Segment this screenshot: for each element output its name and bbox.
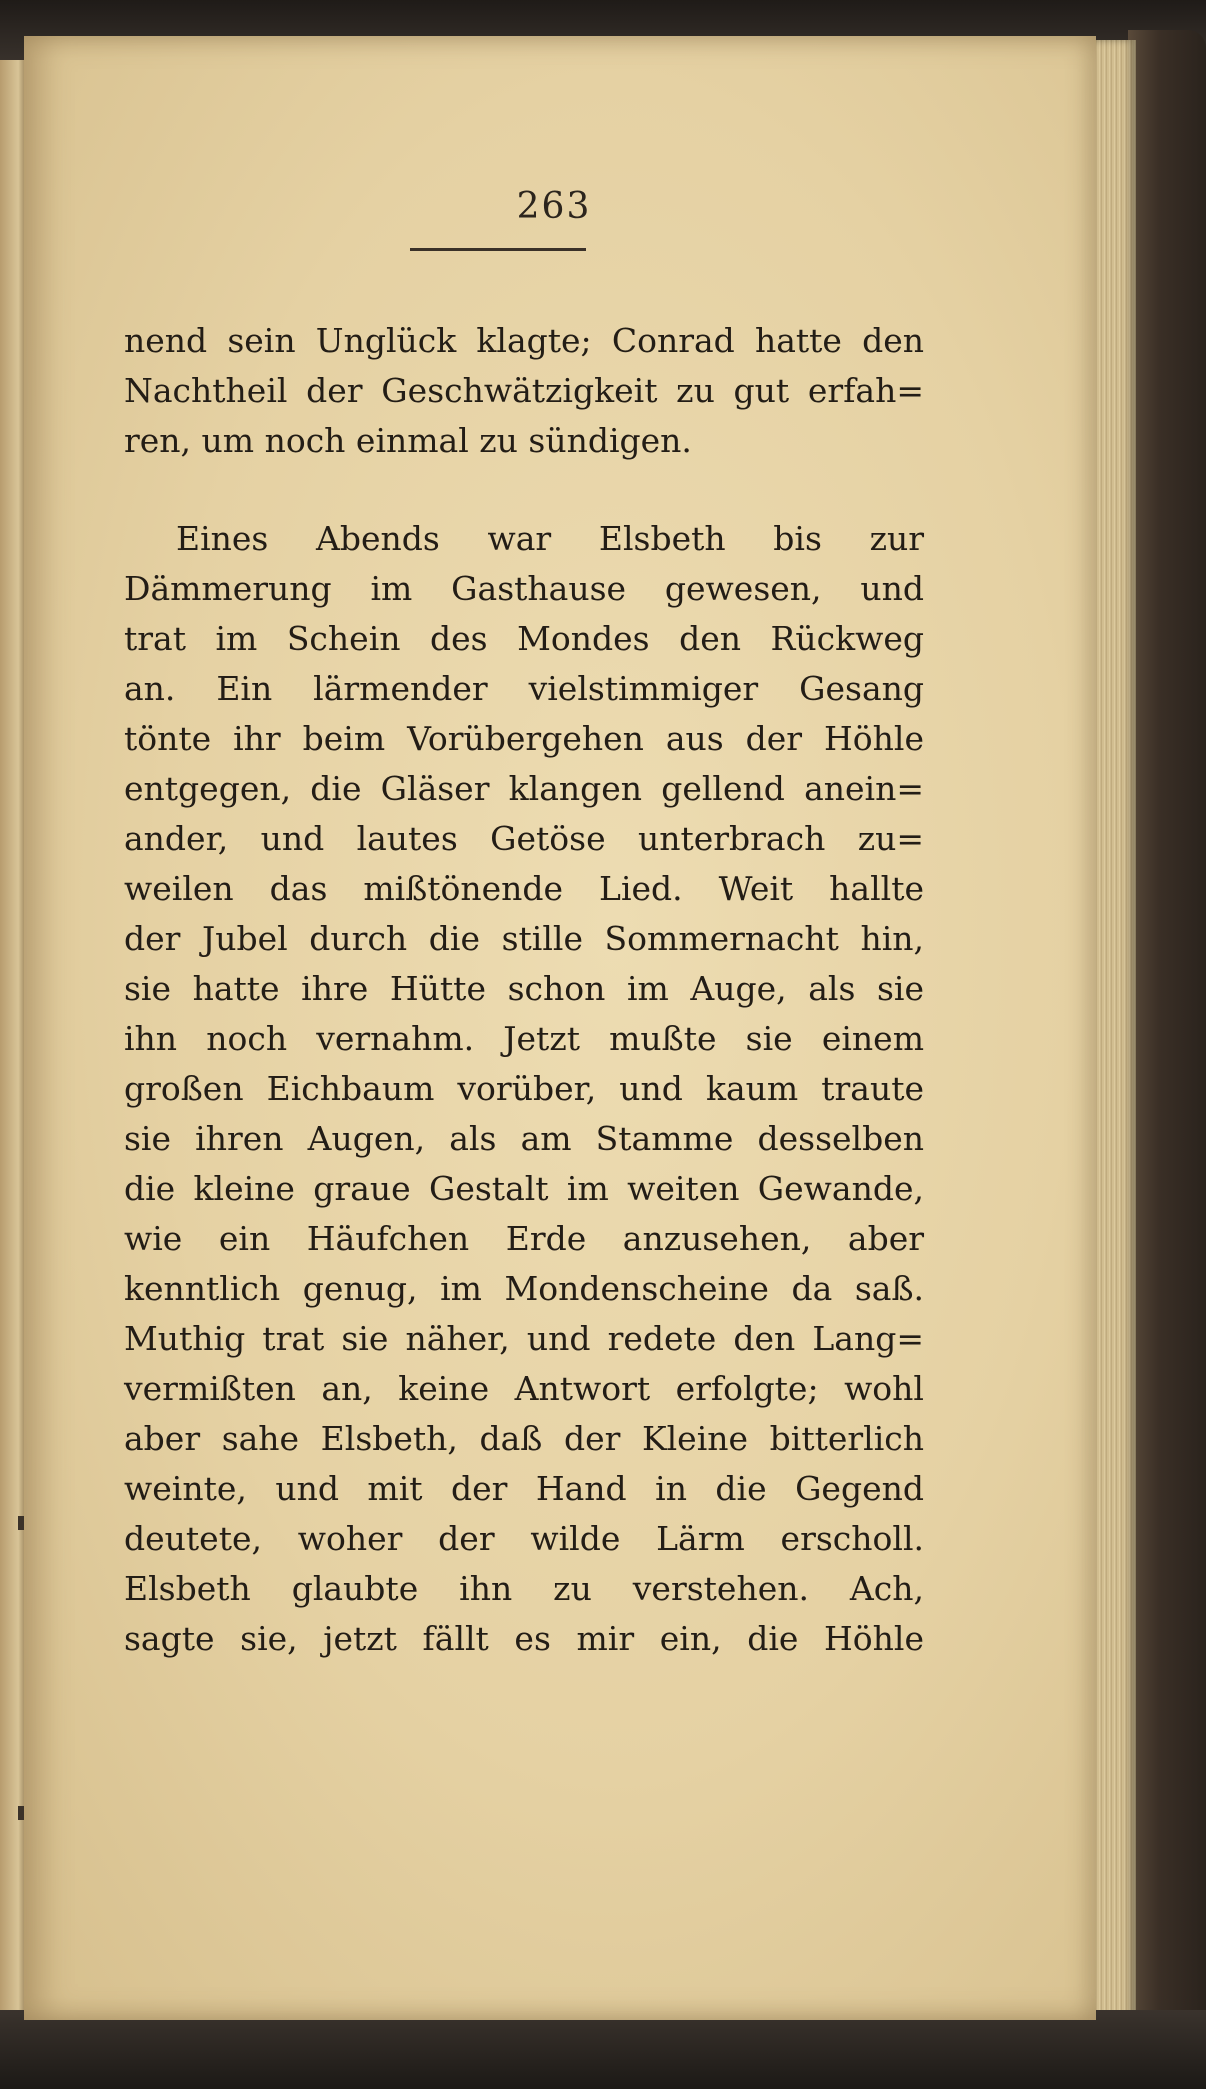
text-line: kenntlich genug, im Mondenscheine da saß. [124, 1269, 924, 1308]
text-line: Muthig trat sie näher, und redete den Lang= [124, 1319, 924, 1358]
text-line: die kleine graue Gestalt im weiten Gewande, [124, 1169, 924, 1208]
text-line: Dämmerung im Gasthause gewesen, und [124, 569, 924, 608]
text-line: tönte ihr beim Vorübergehen aus der Höhle [124, 719, 924, 758]
margin-mark [18, 1516, 24, 1530]
scanner-border-bottom [0, 2010, 1206, 2089]
text-line: weinte, und mit der Hand in die Gegend [124, 1469, 924, 1508]
text-line: ren, um noch einmal zu sündigen. [124, 421, 692, 460]
text-line: Elsbeth glaubte ihn zu verstehen. Ach, [124, 1569, 924, 1608]
text-line: vermißten an, keine Antwort erfolgte; wohl [124, 1369, 924, 1408]
text-line: sie hatte ihre Hütte schon im Auge, als sie [124, 969, 924, 1008]
text-line: deutete, woher der wilde Lärm erscholl. [124, 1519, 924, 1558]
text-line: trat im Schein des Mondes den Rückweg [124, 619, 924, 658]
text-line: nend sein Unglück klagte; Conrad hatte den [124, 321, 924, 360]
text-line: Eines Abends war Elsbeth bis zur [176, 519, 924, 558]
book-page [24, 36, 1096, 2020]
text-line: aber sahe Elsbeth, daß der Kleine bitterlich [124, 1419, 924, 1458]
margin-mark [18, 1806, 24, 1820]
text-line: an. Ein lärmender vielstimmiger Gesang [124, 669, 924, 708]
text-line: sagte sie, jetzt fällt es mir ein, die Höhle [124, 1619, 924, 1658]
facing-page-edge [0, 60, 26, 2020]
text-line: weilen das mißtönende Lied. Weit hallte [124, 869, 924, 908]
paragraph [124, 514, 924, 1664]
book-cover-edge [1128, 30, 1206, 2060]
text-line: Nachtheil der Geschwätzigkeit zu gut erfah= [124, 371, 924, 410]
paragraph [124, 316, 924, 466]
text-line: wie ein Häufchen Erde anzusehen, aber [124, 1219, 924, 1258]
text-line: großen Eichbaum vorüber, und kaum traute [124, 1069, 924, 1108]
text-line: der Jubel durch die stille Sommernacht hin, [124, 919, 924, 958]
page-number: 263 [516, 186, 592, 227]
header-rule [410, 248, 586, 251]
text-line: ihn noch vernahm. Jetzt mußte sie einem [124, 1019, 924, 1058]
text-line: ander, und lautes Getöse unterbrach zu= [124, 819, 924, 858]
text-line: sie ihren Augen, als am Stamme desselben [124, 1119, 924, 1158]
paragraph-gap [124, 466, 924, 514]
text-line: entgegen, die Gläser klangen gellend anein= [124, 769, 924, 808]
body-text [124, 316, 924, 1664]
